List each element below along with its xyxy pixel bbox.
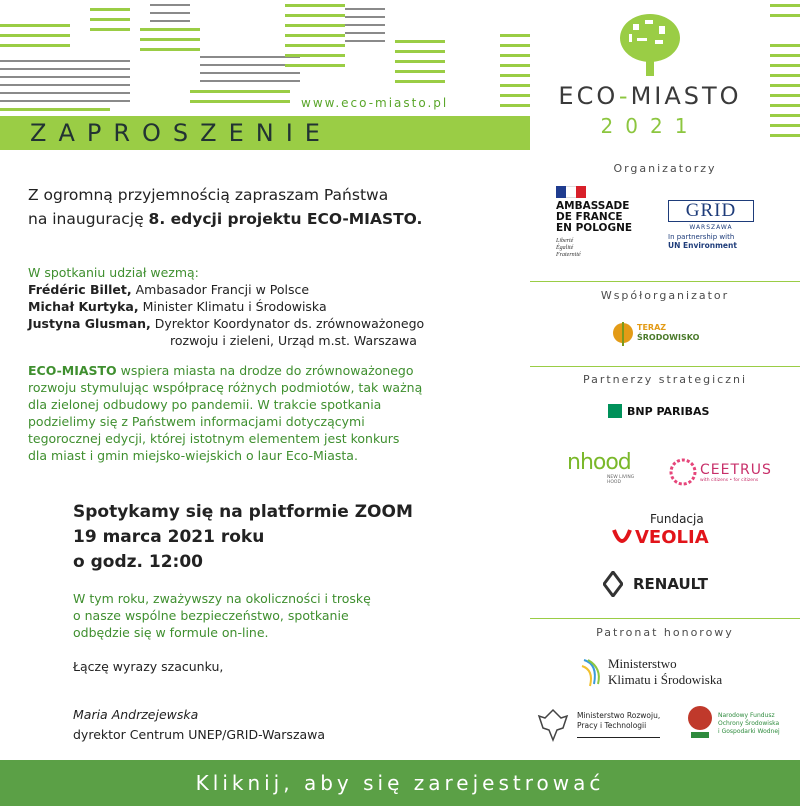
intro-text: Z ogromną przyjemnością zapraszam Państwa na inaugurację 8. edycji projektu ECO-MIASTO. [28,186,423,228]
register-button-label: Kliknij, aby się zarejestrować [195,771,605,795]
signer-title: dyrektor Centrum UNEP/GRID-Warszawa [73,727,326,742]
register-button[interactable] [0,760,800,806]
tree-logo-icon [615,10,685,78]
eco-miasto-brand: ECO-MIASTO [558,82,742,110]
ministry-climate-icon [580,656,604,688]
veolia-logo: Fundacja VEOLIA [612,512,709,548]
ministry-development-logo: Ministerstwo Rozwoju, Pracy i Technologii [537,706,660,742]
online-notice: W tym roku, zważywszy na okoliczności i troskę o nasze wspólne bezpieczeństwo, spotkanie odbędzie się w formule on-line. [73,591,371,640]
invitation-title: ZAPROSZENIE [30,119,332,147]
bnp-paribas-logo: BNP PARIBAS [608,404,709,418]
ministry-climate-logo: Ministerstwo Klimatu i Środowiska [580,656,722,688]
patronage-label: Patronat honorowy [596,626,734,639]
ambassade-logo: AMBASSADE DE FRANCE EN POLOGNE Liberté Égalité Fraternité [556,186,636,259]
wheat-icon [612,318,634,348]
grid-logo: GRID WARSZAWA In partnership with UN Environment [668,200,754,250]
ceetrus-logo: CEETRUS with citizens • for citizens [668,457,772,487]
brand-year: 2021 [600,114,700,138]
partners-label: Partnerzy strategiczni [582,373,748,386]
signer-name: Maria Andrzejewska [73,707,199,722]
divider [530,618,800,619]
teraz-srodowisko-logo: TERAZ ŚRODOWISKO [612,318,699,348]
coorganizer-label: Współorganizator [600,289,730,302]
polish-eagle-icon [537,706,569,742]
renault-logo: RENAULT [603,571,708,597]
nfosigw-tree-icon [685,704,715,744]
ceetrus-ring-icon [668,457,698,487]
divider [530,366,800,367]
about-block: ECO-MIASTO wspiera miasta na drodze do zrównoważonego rozwoju stymulując współpracę różnych podmiotów, tak ważną dla zielonej odbudowy po pandemii. W trakcie spotkania podzielimy się z Państwem informacjami dotyczącymi tegorocznej edycji, której istotnym elementem jest konkurs dla miast i gmin miejsko-wiejskich o laur Eco-Miasta. [28,363,423,463]
participants-block: W spotkaniu udział wezmą: Frédéric Billet, Ambasador Francji w Polsce Michał Kurtyka, Minister Klimatu i Środowiska Justyna Glusman, Dyrektor Koordynator ds. zrównoważonego rozwoju i zieleni, Urząd m.st. Warszawa [28,265,425,348]
veolia-icon [612,526,632,548]
bnp-star-icon [608,404,622,418]
nfosigw-logo: Narodowy Fundusz Ochrony Środowiska i Gospodarki Wodnej [685,704,780,744]
closing-greeting: Łączę wyrazy szacunku, [73,659,224,674]
organizers-label: Organizatorzy [613,162,717,175]
renault-diamond-icon [603,571,623,597]
nhood-logo: nhood NEW LIVING HOOD [567,450,635,485]
meeting-details: Spotykamy się na platformie ZOOM 19 marca 2021 roku o godz. 12:00 [73,502,413,572]
divider [530,281,800,282]
website-url[interactable]: www.eco-miasto.pl [301,96,449,110]
french-flag-icon [556,186,586,198]
